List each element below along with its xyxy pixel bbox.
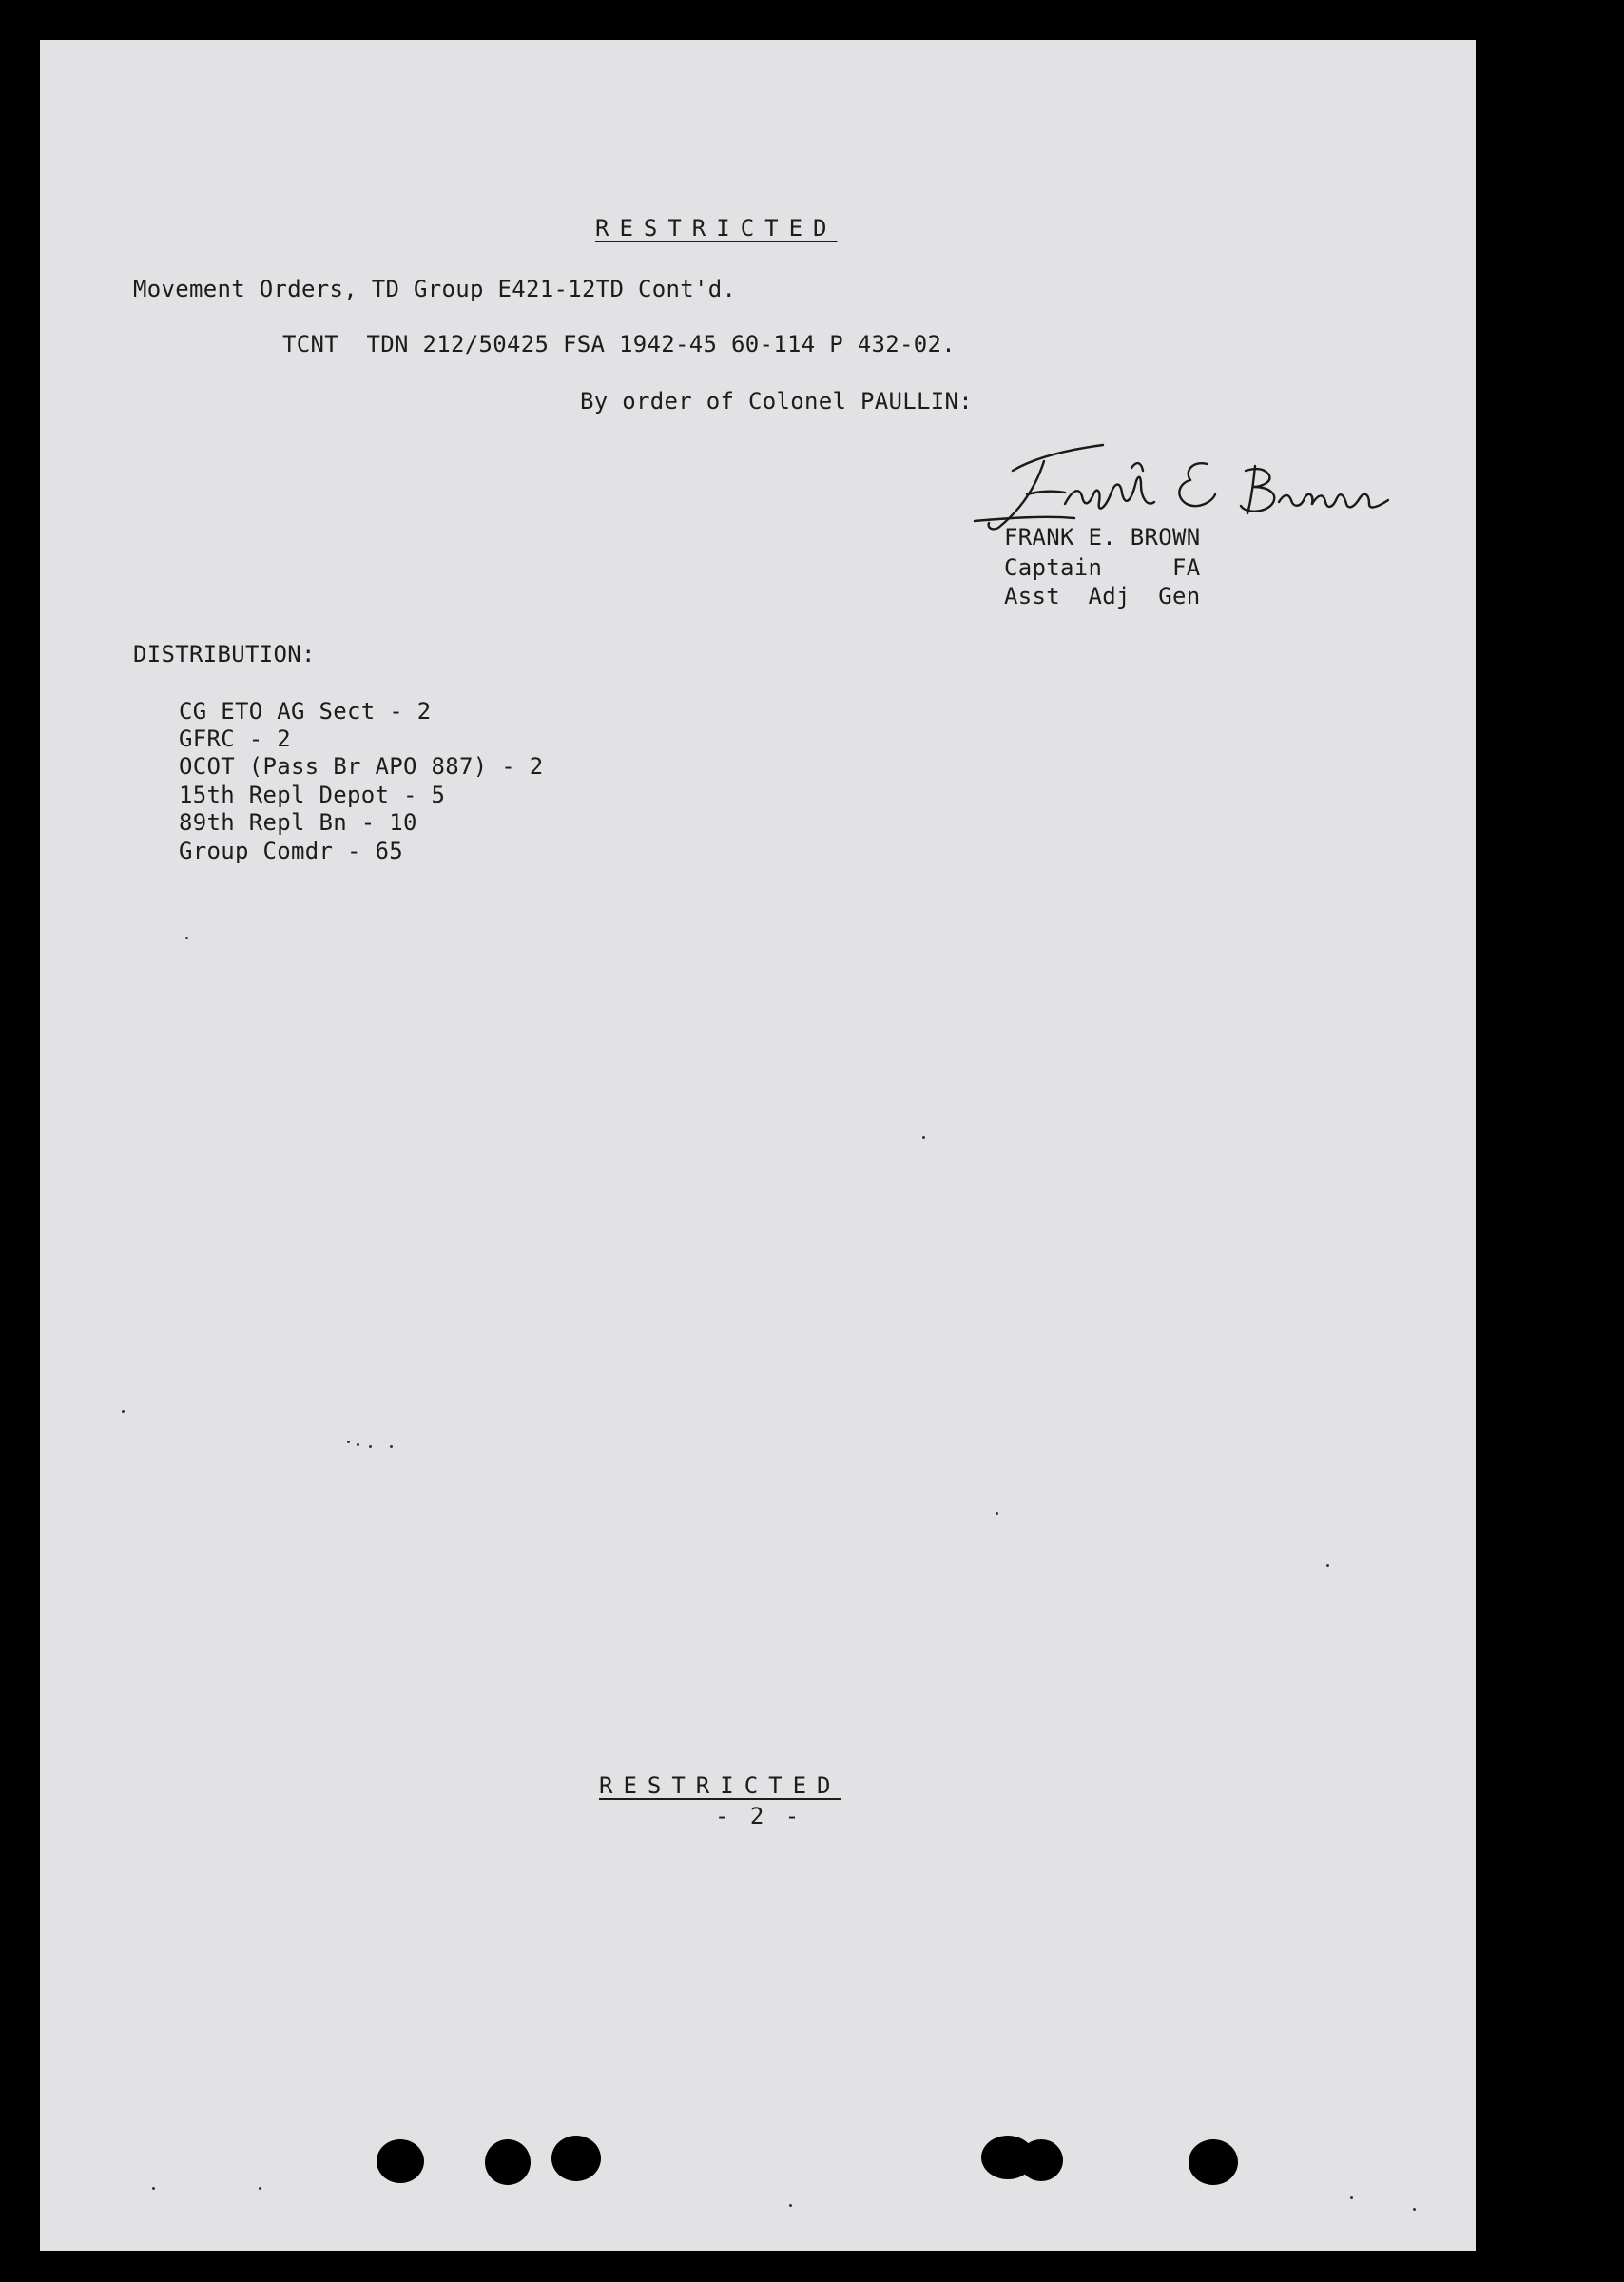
page-number: - 2 - — [715, 1803, 803, 1829]
signer-name: FRANK E. BROWN — [1004, 524, 1201, 551]
distribution-item: OCOT (Pass Br APO 887) - 2 — [179, 753, 544, 780]
punch-hole — [377, 2139, 424, 2183]
speck — [1413, 2208, 1416, 2211]
footer-classification: RESTRICTED — [599, 1772, 841, 1799]
speck — [357, 1443, 359, 1446]
speck — [789, 2204, 792, 2207]
speck — [1350, 2196, 1353, 2199]
distribution-item: GFRC - 2 — [179, 725, 291, 752]
speck — [369, 1445, 372, 1448]
speck — [152, 2187, 155, 2190]
signer-rank: Captain FA — [1004, 554, 1201, 581]
speck — [922, 1136, 925, 1139]
signer-title: Asst Adj Gen — [1004, 583, 1201, 609]
speck — [185, 937, 188, 939]
fund-citation: TCNT TDN 212/50425 FSA 1942-45 60-114 P 432-02. — [282, 331, 956, 358]
distribution-item: 89th Repl Bn - 10 — [179, 809, 417, 836]
speck — [390, 1445, 393, 1448]
distribution-heading: DISTRIBUTION: — [133, 641, 316, 667]
distribution-item: CG ETO AG Sect - 2 — [179, 698, 432, 725]
authority-line: By order of Colonel PAULLIN: — [580, 388, 973, 415]
speck — [259, 2187, 261, 2190]
punch-hole — [1189, 2139, 1238, 2185]
distribution-item: 15th Repl Depot - 5 — [179, 782, 446, 808]
header-classification: RESTRICTED — [595, 215, 838, 242]
subject-line: Movement Orders, TD Group E421-12TD Cont'd. — [133, 276, 737, 302]
speck — [1326, 1564, 1329, 1567]
punch-hole — [551, 2136, 601, 2181]
punch-hole — [1019, 2139, 1063, 2181]
distribution-item: Group Comdr - 65 — [179, 838, 403, 864]
document-page — [40, 40, 1476, 2251]
speck — [996, 1512, 998, 1515]
speck — [122, 1410, 125, 1413]
speck — [347, 1441, 350, 1443]
punch-hole — [485, 2139, 531, 2185]
